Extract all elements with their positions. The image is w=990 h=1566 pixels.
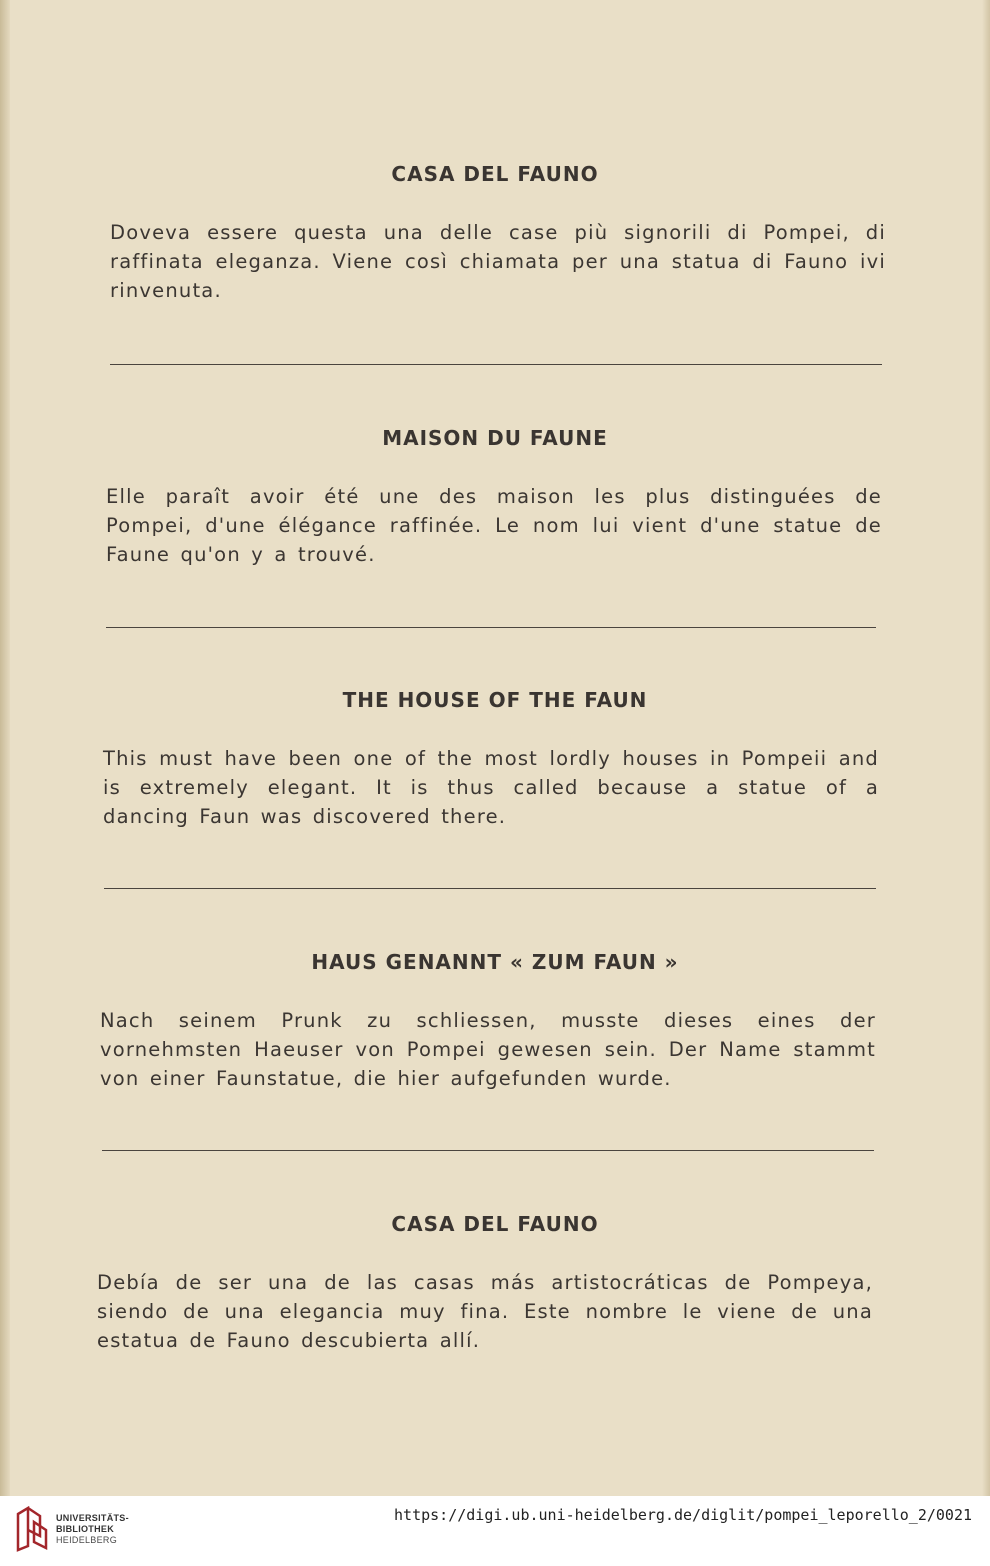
paragraph-german: Nach seinem Prunk zu schliessen, musste dieses eines der vornehmsten Haeuser von Pompei gewesen sein. Der Name stammt von einer Faunstatue, die hier aufgefunden wurde. <box>100 1009 876 1090</box>
divider-rule <box>102 1150 874 1151</box>
heading-italian: CASA DEL FAUNO <box>391 162 599 186</box>
paragraph-english: This must have been one of the most lordly houses in Pompeii and is extremely elegant. It is thus called because a statue of a dancing Faun was discovered there. <box>103 747 879 828</box>
heading-spanish: CASA DEL FAUNO <box>391 1212 599 1236</box>
footer-bar <box>0 1496 990 1566</box>
divider-rule <box>110 364 882 365</box>
library-logo-icon[interactable] <box>14 1506 50 1552</box>
divider-rule <box>104 888 876 889</box>
paragraph-spanish: Debía de ser una de las casas más artistocráticas de Pompeya, siendo de una elegancia muy fina. Este nombre le viene de una estatua de Fauno descubierta allí. <box>97 1271 873 1352</box>
library-name <box>56 1513 129 1546</box>
paragraph-italian: Doveva essere questa una delle case più signorili di Pompei, di raffinata eleganza. Viene così chiamata per una statua di Fauno ivi rinvenuta. <box>110 221 886 302</box>
library-name-line1: UNIVERSITÄTS- <box>56 1513 129 1523</box>
heading-french: MAISON DU FAUNE <box>382 426 608 450</box>
heading-english: THE HOUSE OF THE FAUN <box>342 688 648 712</box>
library-name-line3: HEIDELBERG <box>56 1535 118 1545</box>
library-name-line2: BIBLIOTHEK <box>56 1524 114 1534</box>
page-edge-left <box>0 0 10 1496</box>
source-url-link[interactable]: https://digi.ub.uni-heidelberg.de/diglit/pompei_leporello_2/0021 <box>394 1506 972 1524</box>
paragraph-french: Elle paraît avoir été une des maison les plus distinguées de Pompei, d'une élégance raffinée. Le nom lui vient d'une statue de Faune qu'on y a trouvé. <box>106 485 882 566</box>
divider-rule <box>106 627 876 628</box>
page-edge-right <box>982 0 990 1496</box>
heading-german: HAUS GENANNT « ZUM FAUN » <box>311 950 679 974</box>
